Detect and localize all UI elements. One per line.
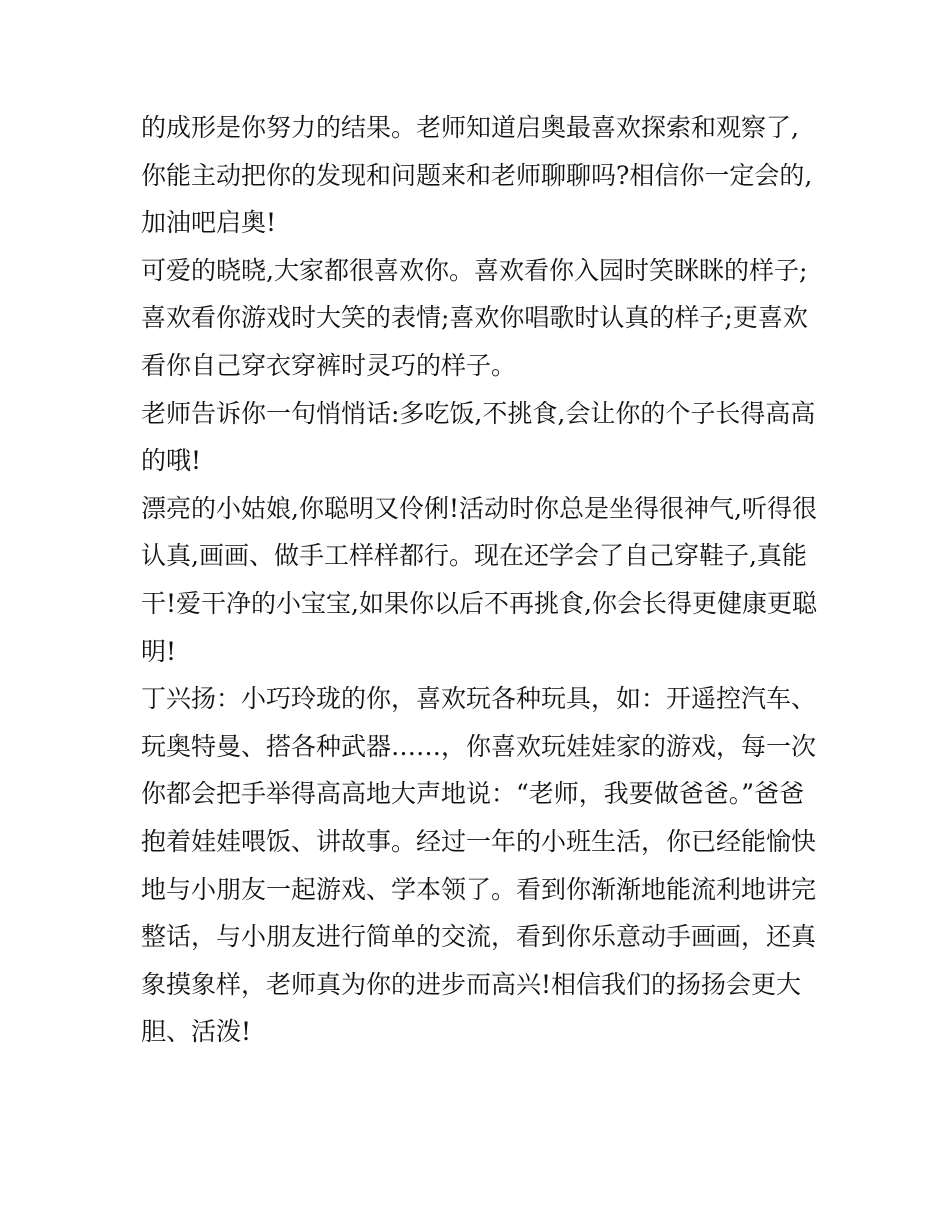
text-line: 漂亮的小姑娘,你聪明又伶俐!活动时你总是坐得很神气,听得很 bbox=[141, 493, 817, 523]
text-line: 玩奥特曼、搭各种武器……，你喜欢玩娃娃家的游戏，每一次 bbox=[141, 731, 817, 761]
text-line: 丁兴扬：小巧玲珑的你，喜欢玩各种玩具，如：开遥控汽车、 bbox=[141, 684, 817, 714]
text-line: 认真,画画、做手工样样都行。现在还学会了自己穿鞋子,真能 bbox=[141, 541, 807, 571]
document-body bbox=[141, 104, 817, 1056]
text-line: 可爱的晓晓,大家都很喜欢你。喜欢看你入园时笑眯眯的样子; bbox=[141, 255, 808, 285]
text-line: 喜欢看你游戏时大笑的表情;喜欢你唱歌时认真的样子;更喜欢 bbox=[141, 303, 808, 333]
text-line: 的成形是你努力的结果。老师知道启奥最喜欢探索和观察了, bbox=[141, 113, 799, 142]
text-line: 抱着娃娃喂饭、讲故事。经过一年的小班生活，你已经能愉快 bbox=[141, 826, 817, 856]
text-line: 老师告诉你一句悄悄话:多吃饭,不挑食,会让你的个子长得高高 bbox=[141, 398, 816, 428]
text-line: 象摸象样，老师真为你的进步而高兴!相信我们的扬扬会更大 bbox=[141, 969, 802, 999]
text-line: 整话，与小朋友进行简单的交流，看到你乐意动手画画，还真 bbox=[141, 922, 817, 952]
text-line: 地与小朋友一起游戏、学本领了。看到你渐渐地能流利地讲完 bbox=[141, 874, 817, 904]
text-line: 加油吧启奥! bbox=[141, 208, 277, 238]
text-line: 胆、活泼! bbox=[141, 1017, 252, 1047]
text-line: 看你自己穿衣穿裤时灵巧的样子。 bbox=[141, 350, 517, 380]
text-line: 你能主动把你的发现和问题来和老师聊聊吗?相信你一定会的, bbox=[141, 160, 813, 190]
text-line: 你都会把手举得高高地大声地说：“老师，我要做爸爸。”爸爸 bbox=[141, 779, 805, 809]
text-line: 干!爱干净的小宝宝,如果你以后不再挑食,你会长得更健康更聪 bbox=[141, 588, 817, 618]
text-line: 的哦! bbox=[141, 446, 202, 476]
text-line: 明! bbox=[141, 636, 177, 666]
